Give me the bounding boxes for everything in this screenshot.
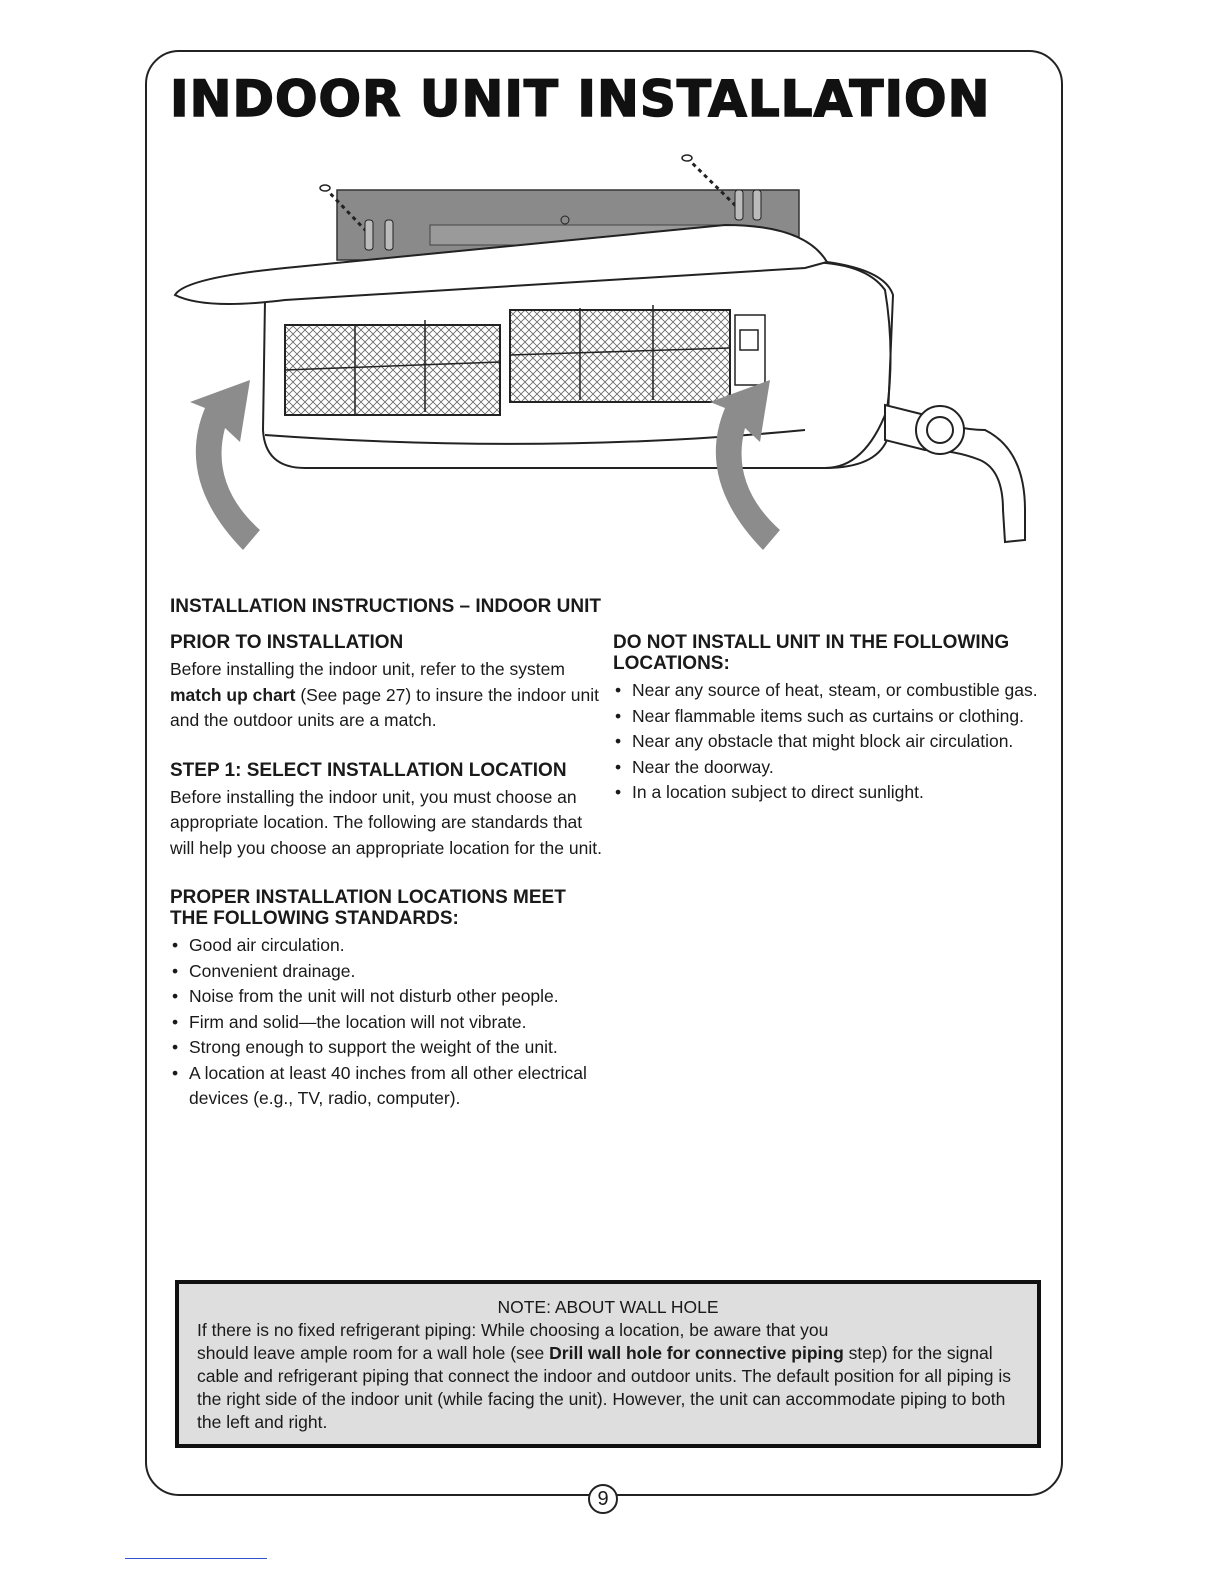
prior-text-a: Before installing the indoor unit, refer to the system	[170, 659, 565, 679]
note-body	[197, 1342, 1019, 1434]
list-item: • Strong enough to support the weight of the unit.	[170, 1035, 602, 1061]
list-item: • Noise from the unit will not disturb other people.	[170, 984, 602, 1010]
step1-block	[170, 760, 602, 862]
list-item: • Near the doorway.	[613, 755, 1053, 781]
list-item: • Firm and solid—the location will not vibrate.	[170, 1010, 602, 1036]
left-column	[170, 632, 602, 1138]
wall-hole-note	[175, 1280, 1041, 1448]
list-item: • Convenient drainage.	[170, 959, 602, 985]
note-line1: If there is no fixed refrigerant piping: While choosing a location, be aware that you	[197, 1320, 829, 1340]
proper-heading: PROPER INSTALLATION LOCATIONS MEET THE FOLLOWING STANDARDS:	[170, 887, 566, 929]
note-title: NOTE: ABOUT WALL HOLE	[497, 1297, 719, 1317]
prior-text	[170, 657, 602, 734]
proper-list	[170, 933, 602, 1112]
page-number: 9	[588, 1484, 618, 1514]
airflow-arrow-left	[190, 380, 260, 550]
page-title: INDOOR UNIT INSTALLATION	[170, 70, 991, 128]
step1-text: Before installing the indoor unit, you must choose an appropriate location. The following are standards that will help you choose an appropriate location for the unit.	[170, 786, 602, 858]
list-item: • Near any source of heat, steam, or combustible gas.	[613, 678, 1053, 704]
note-text-b: step) for the signal cable and refrigerant piping that connect the indoor and outdoor units. The default position for all piping is the right side of the indoor unit (while facing the unit). However, the unit can accommodate piping to both the left and right.	[197, 1343, 1011, 1432]
footer-underline	[125, 1558, 267, 1559]
list-item: • Good air circulation.	[170, 933, 602, 959]
do-not-heading: DO NOT INSTALL UNIT IN THE FOLLOWING LOCATIONS:	[613, 632, 1010, 674]
note-text-a: should leave ample room for a wall hole (see	[197, 1343, 550, 1363]
note-text-bold: Drill wall hole for connective piping	[549, 1343, 844, 1363]
proper-locations-block	[170, 887, 602, 1112]
prior-to-installation	[170, 632, 602, 734]
filter-right	[510, 310, 730, 402]
list-item: • Near flammable items such as curtains or clothing.	[613, 704, 1053, 730]
do-not-install-block	[613, 632, 1053, 806]
list-item: • A location at least 40 inches from all other electrical devices (e.g., TV, radio, computer).	[170, 1061, 602, 1112]
list-item: • Near any obstacle that might block air circulation.	[613, 729, 1053, 755]
prior-heading: PRIOR TO INSTALLATION	[170, 632, 404, 653]
prior-text-b: (See page 27) to insure the indoor unit and the outdoor units are a match.	[170, 684, 599, 730]
filter-left	[285, 325, 500, 415]
prior-text-bold: match up chart	[170, 684, 296, 705]
list-item: • In a location subject to direct sunlight.	[613, 780, 1053, 806]
right-column	[613, 632, 1053, 832]
do-not-list	[613, 678, 1053, 806]
step1-heading: STEP 1: SELECT INSTALLATION LOCATION	[170, 759, 567, 781]
instructions-heading: INSTALLATION INSTRUCTIONS – INDOOR UNIT	[170, 596, 602, 617]
air-conditioner-indoor-unit-icon	[165, 150, 1045, 570]
